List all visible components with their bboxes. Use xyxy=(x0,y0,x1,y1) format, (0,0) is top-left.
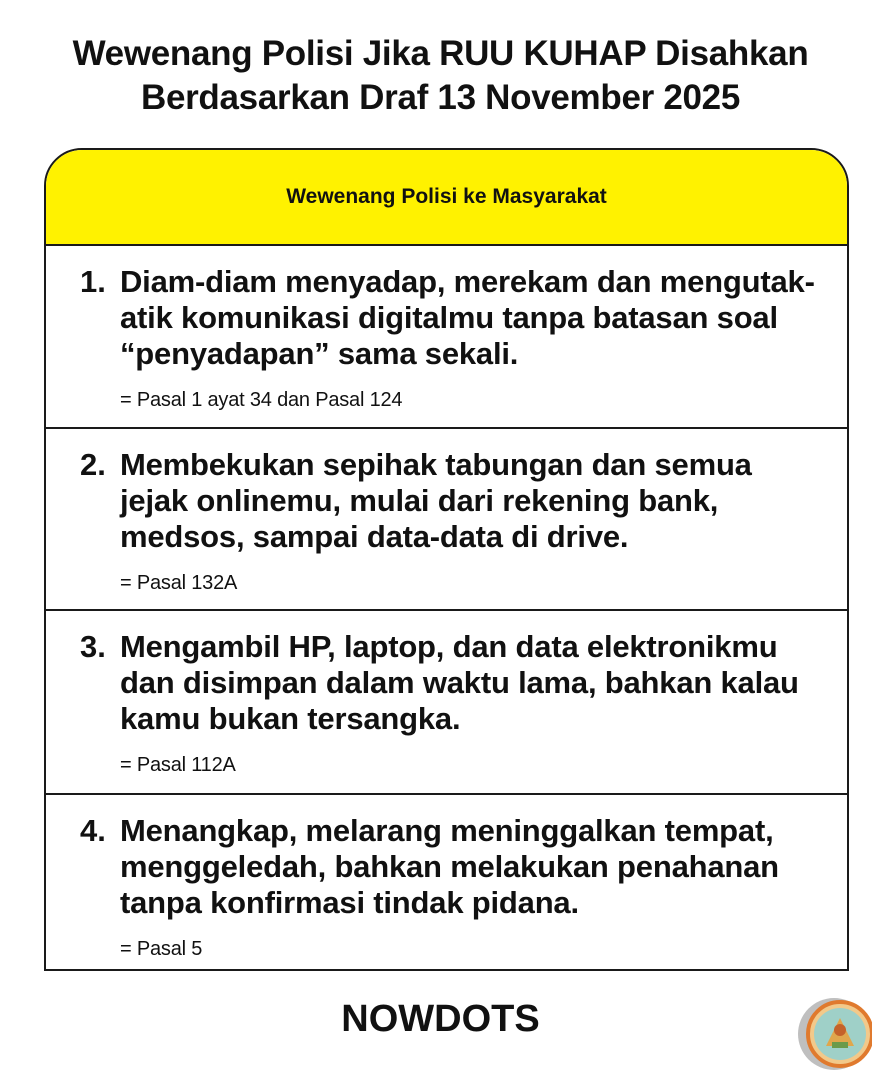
list-item xyxy=(46,246,847,429)
page-title xyxy=(0,32,881,120)
brand-logo: NOWDOTS xyxy=(341,998,540,1040)
item-reference: = Pasal 5 xyxy=(120,938,203,960)
card-header xyxy=(46,150,847,246)
list-item xyxy=(46,795,847,971)
item-reference: = Pasal 112A xyxy=(120,754,236,776)
item-number: 2. xyxy=(80,447,106,482)
item-number: 1. xyxy=(80,264,106,299)
title-line-1: Wewenang Polisi Jika RUU KUHAP Disahkan xyxy=(72,34,809,73)
title-line-2: Berdasarkan Draf 13 November 2025 xyxy=(140,78,741,117)
item-reference: = Pasal 132A xyxy=(120,572,238,594)
item-reference: = Pasal 1 ayat 34 dan Pasal 124 xyxy=(120,389,403,411)
badge-graphic xyxy=(796,996,872,1072)
authority-card xyxy=(44,148,849,971)
item-number: 4. xyxy=(80,813,106,848)
illustrated-badge-icon xyxy=(796,996,872,1072)
item-number: 3. xyxy=(80,629,106,664)
list-item xyxy=(46,429,847,611)
item-text: Membekukan sepihak tabungan dan semua jejak onlinemu, mulai dari rekening bank, medsos, sampai data-data di drive. xyxy=(120,447,752,554)
item-text: Mengambil HP, laptop, dan data elektronikmu dan disimpan dalam waktu lama, bahkan kalau kamu bukan tersangka. xyxy=(120,629,799,736)
card-header-label: Wewenang Polisi ke Masyarakat xyxy=(286,185,607,208)
item-text: Menangkap, melarang meninggalkan tempat, menggeledah, bahkan melakukan penahanan tanpa konfirmasi tindak pidana. xyxy=(120,813,779,920)
list-item xyxy=(46,611,847,795)
item-text: Diam-diam menyadap, merekam dan mengutak-atik komunikasi digitalmu tanpa batasan soal “penyadapan” sama sekali. xyxy=(120,264,815,371)
